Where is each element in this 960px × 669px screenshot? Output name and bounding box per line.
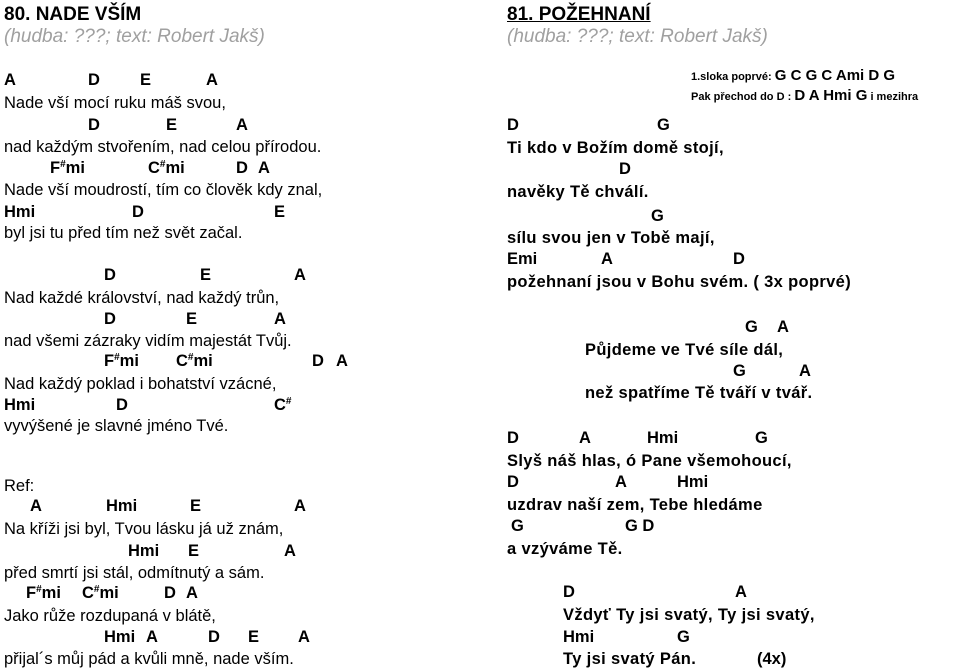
- chord: A: [294, 266, 306, 284]
- chord-c-sharp-mi: C#mi: [148, 159, 185, 177]
- chord: E: [248, 628, 260, 646]
- chord-c-sharp-mi: C#mi: [82, 584, 119, 602]
- chord: Hmi: [4, 203, 36, 221]
- chord: E: [190, 497, 202, 515]
- chord: A: [735, 583, 747, 601]
- chord-f-sharp-mi: F#mi: [26, 584, 61, 602]
- chord-f-sharp-mi: F#mi: [104, 352, 139, 370]
- chord: D: [236, 159, 248, 177]
- chord: G: [677, 628, 690, 646]
- chord: G: [755, 429, 768, 447]
- chord: Emi: [507, 250, 538, 268]
- chord: D: [507, 116, 519, 134]
- chord: A: [30, 497, 42, 515]
- chord: G: [733, 362, 746, 380]
- chord: A: [4, 71, 16, 89]
- chord: D: [132, 203, 144, 221]
- lyric-line: sílu svou jen v Tobě mají,: [507, 229, 715, 247]
- lyric-line: Nade vší mocí ruku máš svou,: [4, 94, 226, 112]
- chord: D: [116, 396, 128, 414]
- chord: D: [164, 584, 176, 602]
- chord: G: [651, 207, 664, 225]
- chord-f-sharp-mi: F#mi: [50, 159, 85, 177]
- chord-c-sharp-mi: C#mi: [176, 352, 213, 370]
- lyric-line: nad každým stvořením, nad celou přírodou.: [4, 138, 322, 156]
- song-80-credit: (hudba: ???; text: Robert Jakš): [4, 26, 265, 47]
- chord: A: [777, 318, 789, 336]
- chord: A: [579, 429, 591, 447]
- chord: G: [657, 116, 670, 134]
- chord: E: [186, 310, 198, 328]
- chord: E: [166, 116, 178, 134]
- lyric-line: požehnaní jsou v Bohu svém. ( 3x poprvé): [507, 273, 852, 291]
- chord: A: [274, 310, 286, 328]
- chord: E: [188, 542, 200, 560]
- lyric-line: Nad každý poklad i bohatství vzácné,: [4, 375, 277, 393]
- chord: D: [208, 628, 220, 646]
- lyric-line: Nad každé království, nad každý trůn,: [4, 289, 280, 307]
- chord: A: [206, 71, 218, 89]
- lyric-line: byl jsi tu před tím než svět začal.: [4, 224, 243, 242]
- chord: E: [200, 266, 212, 284]
- lyric-line: před smrtí jsi stál, odmítnutý a sám.: [4, 564, 265, 582]
- chord: D: [88, 71, 100, 89]
- song-81-title: 81. POŽEHNANÍ: [507, 4, 651, 25]
- lyric-line: Na kříži jsi byl, Tvou lásku já už znám,: [4, 520, 284, 538]
- song-81-credit: (hudba: ???; text: Robert Jakš): [507, 26, 768, 47]
- chord: D: [563, 583, 575, 601]
- performance-note-1: 1.sloka poprvé: G C G C Ami D G: [691, 67, 896, 84]
- lyric-line: Nade vší moudrostí, tím co člověk kdy znal,: [4, 181, 323, 199]
- lyric-line: navěky Tě chválí.: [507, 183, 649, 201]
- chord: A: [236, 116, 248, 134]
- chord-c-sharp: C#: [274, 396, 292, 414]
- lyric-line: a vzýváme Tě.: [507, 540, 623, 558]
- lyric-line: vyvýšené je slavné jméno Tvé.: [4, 417, 229, 435]
- chord: A: [615, 473, 627, 491]
- chord: Hmi: [647, 429, 679, 447]
- chord: D: [104, 266, 116, 284]
- lyric-line: uzdrav naší zem, Tebe hledáme: [507, 496, 763, 514]
- chord: Hmi: [128, 542, 160, 560]
- chord: D: [733, 250, 745, 268]
- chord: G: [511, 517, 524, 535]
- chord: A: [146, 628, 158, 646]
- lyric-line: než spatříme Tě tváří v tvář.: [585, 384, 813, 402]
- chord: A: [799, 362, 811, 380]
- chord: A: [284, 542, 296, 560]
- chord: E: [274, 203, 286, 221]
- chord: D: [312, 352, 324, 370]
- chord: Hmi: [677, 473, 709, 491]
- chord: A: [294, 497, 306, 515]
- performance-note-2: Pak přechod do D : D A Hmi G i mezihra: [691, 87, 919, 104]
- lyric-line: Jako růže rozdupaná v blátě,: [4, 607, 216, 625]
- song-80-title: 80. NADE VŠÍM: [4, 4, 142, 25]
- chord: D: [88, 116, 100, 134]
- chord: G: [745, 318, 758, 336]
- chord: D: [507, 473, 519, 491]
- chord: A: [298, 628, 310, 646]
- repeat-count: (4x): [757, 650, 787, 668]
- chord: G D: [625, 517, 655, 535]
- chord: E: [140, 71, 152, 89]
- lyric-line: Ty jsi svatý Pán.: [563, 650, 697, 668]
- lyric-line: Vždyť Ty jsi svatý, Ty jsi svatý,: [563, 606, 815, 624]
- lyric-line: přijal´s můj pád a kvůli mně, nade vším.: [4, 650, 294, 668]
- chord: A: [601, 250, 613, 268]
- lyric-line: nad všemi zázraky vidím majestát Tvůj.: [4, 332, 292, 350]
- lyric-line: Ti kdo v Božím domě stojí,: [507, 139, 724, 157]
- refrain-label: Ref:: [4, 477, 35, 495]
- chord: A: [186, 584, 198, 602]
- chord: A: [336, 352, 348, 370]
- chord: D: [619, 160, 631, 178]
- chord: Hmi: [104, 628, 136, 646]
- chord: Hmi: [106, 497, 138, 515]
- lyric-line: Půjdeme ve Tvé síle dál,: [585, 341, 784, 359]
- chord: A: [258, 159, 270, 177]
- chord: Hmi: [563, 628, 595, 646]
- chord: D: [507, 429, 519, 447]
- chord: D: [104, 310, 116, 328]
- chord: Hmi: [4, 396, 36, 414]
- lyric-line: Slyš náš hlas, ó Pane všemohoucí,: [507, 452, 792, 470]
